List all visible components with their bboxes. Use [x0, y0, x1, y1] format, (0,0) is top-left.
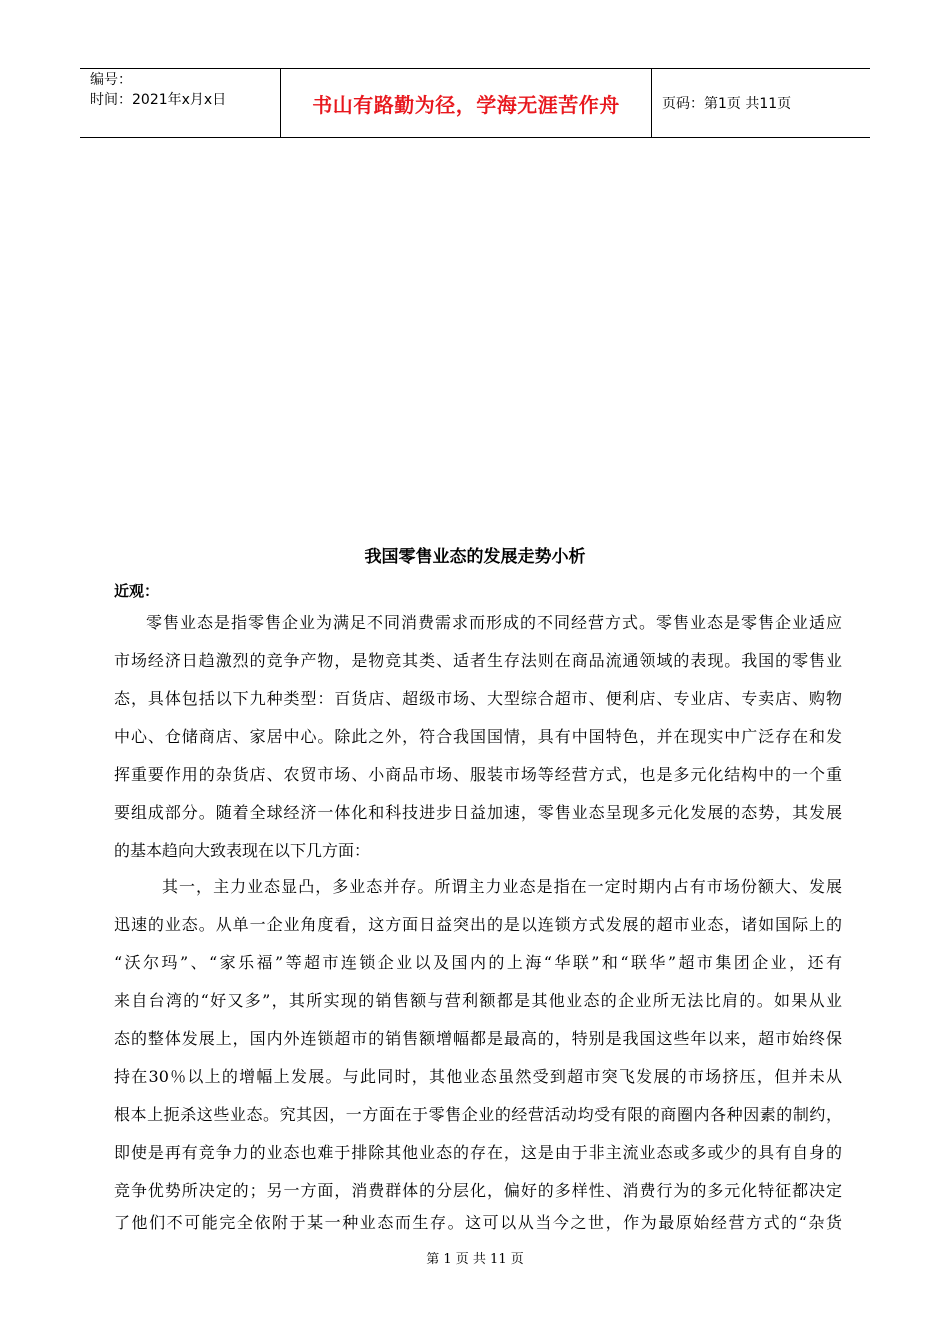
paragraph-line: 了他们不可能完全依附于某一种业态而生存。这可以从当今之世，作为最原始经营方式的“杂货 — [114, 1213, 842, 1232]
paragraph-line: 态的整体发展上，国内外连锁超市的销售额增幅都是最高的，特别是我国这些年以来，超市始终保 — [114, 1029, 842, 1048]
time-label: 时间：2021年x月x日 — [90, 92, 227, 108]
paragraph-line: 要组成部分。随着全球经济一体化和科技进步日益加速，零售业态呈现多元化发展的态势，其发展 — [114, 803, 842, 822]
motto-text: 书山有路勤为径，学海无涯苦作舟 — [312, 92, 620, 117]
paragraph-line: 来自台湾的“好又多”，其所实现的销售额与营利额都是其他业态的企业所无法比肩的。如果从业 — [114, 991, 842, 1010]
section-heading: 近观： — [114, 582, 160, 600]
page-info: 页码：第1页 共11页 — [662, 96, 792, 112]
header-table — [80, 68, 870, 138]
document-title: 我国零售业态的发展走势小析 — [364, 547, 586, 567]
paragraph-line: 挥重要作用的杂货店、农贸市场、小商品市场、服装市场等经营方式，也是多元化结构中的一个重 — [114, 765, 842, 784]
paragraph-line: 根本上扼杀这些业态。究其因，一方面在于零售企业的经营活动均受有限的商圈内各种因素的制约， — [114, 1105, 842, 1124]
header-motto-cell — [281, 69, 652, 137]
paragraph-line: 的基本趋向大致表现在以下几方面： — [114, 841, 371, 860]
header-page-cell — [652, 69, 870, 137]
paragraph-line: 竞争优势所决定的；另一方面，消费群体的分层化，偏好的多样性、消费行为的多元化特征都决定 — [114, 1181, 842, 1200]
number-label: 编号： — [90, 72, 132, 88]
paragraph-line: 其一，主力业态显凸，多业态并存。所谓主力业态是指在一定时期内占有市场份额大、发展 — [162, 877, 842, 896]
paragraph-line: “沃尔玛”、“家乐福”等超市连锁企业以及国内的上海“华联”和“联华”超市集团企业，还有 — [114, 953, 842, 972]
paragraph-line: 零售业态是指零售企业为满足不同消费需求而形成的不同经营方式。零售业态是零售企业适应 — [146, 613, 842, 632]
paragraph-line: 中心、仓储商店、家居中心。除此之外，符合我国国情，具有中国特色，并在现实中广泛存在和发 — [114, 727, 842, 746]
paragraph-line: 态，具体包括以下九种类型：百货店、超级市场、大型综合超市、便利店、专业店、专卖店、购物 — [114, 689, 842, 708]
page-footer: 第 1 页 共 11 页 — [426, 1252, 524, 1267]
header-meta-cell — [80, 69, 281, 137]
paragraph-line: 市场经济日趋激烈的竞争产物，是物竞其类、适者生存法则在商品流通领域的表现。我国的零售业 — [114, 651, 842, 670]
paragraph-line: 迅速的业态。从单一企业角度看，这方面日益突出的是以连锁方式发展的超市业态，诸如国际上的 — [114, 915, 842, 934]
paragraph-line: 即使是再有竞争力的业态也难于排除其他业态的存在，这是由于非主流业态或多或少的具有自身的 — [114, 1143, 842, 1162]
paragraph-line: 持在30％以上的增幅上发展。与此同时，其他业态虽然受到超市突飞发展的市场挤压，但并未从 — [114, 1067, 842, 1086]
